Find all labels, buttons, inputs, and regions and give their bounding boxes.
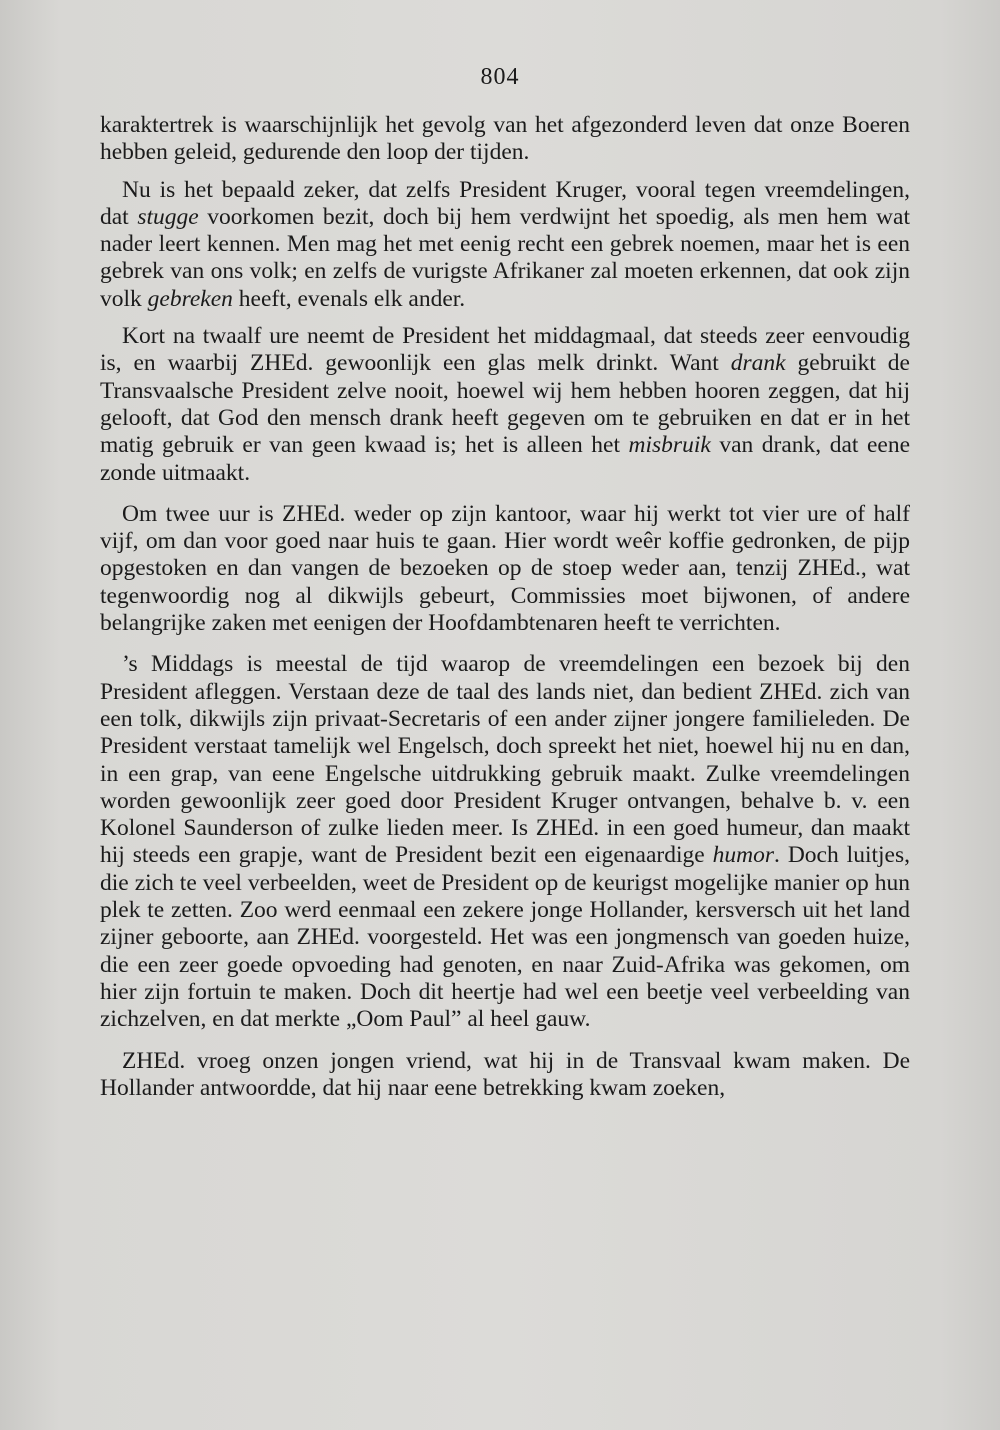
text-run: voorkomen bezit, doch bij hem verdwijnt het spoedig, als men hem wat nader leert kennen. Men mag het met eenig recht een gebrek noemen, maar het is een gebrek van ons volk; en zelfs de vurigste Afrikaner zal moeten erkennen, dat ook zijn volk (100, 203, 910, 312)
italic-text-run: gebreken (147, 285, 233, 312)
italic-text-run: misbruik (628, 432, 711, 459)
text-run: karaktertrek is waarschijnlijk het gevolg van het afgezonderd leven dat onze Boeren hebben geleid, gedurende den loop der tijden. (100, 112, 910, 166)
text-run: Kort na twaalf ure neemt de President het middagmaal, dat steeds zeer eenvoudig is, en waarbij ZHEd. gewoonlijk een glas melk drinkt. Want (100, 323, 910, 377)
text-run: gebruikt de Transvaalsche President zelve nooit, hoewel wij hem hebben hooren zeggen, dat hij gelooft, dat God den mensch drank heeft gegeven om te gebruiken en dat er in het matig gebruik er van geen kwaad is; het is alleen het (100, 350, 910, 459)
paragraph (100, 1048, 910, 1103)
paragraph (100, 323, 910, 487)
text-run: heeft, evenals elk ander. (232, 285, 466, 312)
text-run: van drank, dat eene zonde uitmaakt. (100, 432, 911, 486)
text-run: . Doch luitjes, die zich te veel verbeelden, weet de President op de keurigst mogelijke manier op hun plek te zetten. Zoo werd eenmaal een zekere jonge Hollander, kersversch uit het land zijner geboorte, aan ZHEd. voorgesteld. Het was een jongmensch van goeden huize, die een zeer goede opvoeding had genoten, en naar Zuid-Afrika was gekomen, om hier zijn fortuin te maken. Doch dit heertje had wel een beetje veel verbeelding van zichzelven, en dat merkte „Oom Paul” al heel gauw. (100, 842, 911, 1033)
text-run: Om twee uur is ZHEd. weder op zijn kantoor, waar hij werkt tot vier ure of half vijf, om dan voor goed naar huis te gaan. Hier wordt weêr koffie gedronken, de pijp opgestoken en dan vangen de bezoeken op de stoep weder aan, tenzij ZHEd., wat tegenwoordig nog al dikwijls gebeurt, Commissies moet bijwonen, of andere belangrijke zaken met eenigen der Hoofdambtenaren heeft te verrichten. (100, 500, 910, 637)
paragraph (100, 177, 910, 313)
body-text (100, 112, 910, 1102)
page-number: 804 (480, 64, 520, 90)
text-run: ZHEd. vroeg onzen jongen vriend, wat hij in de Transvaal kwam maken. De Hollander antwoordde, dat hij naar eene betrekking kwam zoeken, (100, 1047, 910, 1101)
italic-text-run: humor (712, 842, 774, 869)
text-run: Nu is het bepaald zeker, dat zelfs President Kruger, vooral tegen vreemdelingen, dat (100, 176, 910, 230)
paragraph (100, 651, 910, 1033)
text-run: ’s Middags is meestal de tijd waarop de vreemdelingen een bezoek bij den President afleggen. Verstaan deze de taal des lands niet, dan bedient ZHEd. zich van een tolk, dikwijls zijn privaat-Secretaris of een ander zijner jongere familieleden. De President verstaat tamelijk wel Engelsch, doch spreekt het niet, hoewel hij nu en dan, in een grap, van eene Engelsche uitdrukking gebruik maakt. Zulke vreemdelingen worden gewoonlijk zeer goed door President Kruger ontvangen, behalve b. v. een Kolonel Saunderson of zulke lieden meer. Is ZHEd. in een goed humeur, dan maakt hij steeds een grapje, want de President bezit een eigenaardige (100, 651, 910, 869)
paragraph (100, 501, 910, 637)
paragraph (100, 112, 910, 167)
italic-text-run: stugge (137, 203, 199, 230)
italic-text-run: drank (730, 350, 786, 377)
